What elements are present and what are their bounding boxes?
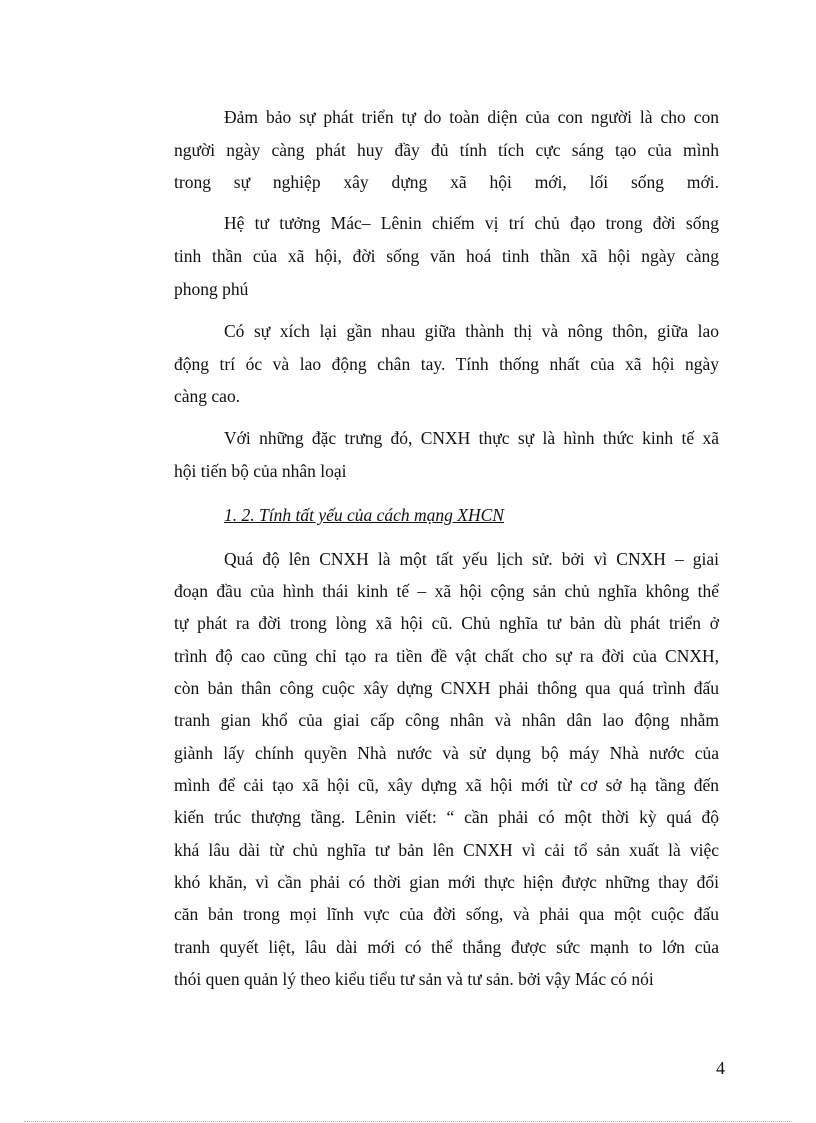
paragraph-4-line-2: hội tiến bộ của nhân loại xyxy=(174,461,347,481)
section-paragraph-line-13: tranh quyết liệt, lâu dài mới có thể thắng được sức mạnh to lớn của xyxy=(174,937,719,957)
paragraph-2-line-2: tinh thần của xã hội, đời sống văn hoá tinh thần xã hội ngày càng xyxy=(174,246,719,266)
section-paragraph-line-10: khá lâu dài từ chủ nghĩa tư bản lên CNXH vì cải tổ sản xuất là việc xyxy=(174,840,719,860)
section-paragraph-line-4: trình độ cao cũng chỉ tạo ra tiền đề vật chất cho sự ra đời của CNXH, xyxy=(174,646,719,666)
section-paragraph-line-11: khó khăn, vì cần phải có thời gian mới thực hiện được những thay đổi xyxy=(174,872,719,892)
section-paragraph-line-14: thói quen quản lý theo kiểu tiểu tư sản và tư sản. bởi vậy Mác có nói xyxy=(174,969,654,989)
section-paragraph-line-12: căn bản trong mọi lĩnh vực của đời sống, và phải qua một cuộc đấu xyxy=(174,904,719,924)
paragraph-4-line-1: Với những đặc trưng đó, CNXH thực sự là hình thức kinh tế xã xyxy=(224,428,719,448)
paragraph-1-line-3: trong sự nghiệp xây dựng xã hội mới, lối sống mới. xyxy=(174,172,719,192)
paragraph-1-line-1: Đảm bảo sự phát triển tự do toàn diện của con người là cho con xyxy=(224,107,719,127)
section-paragraph-line-7: giành lấy chính quyền Nhà nước và sử dụng bộ máy Nhà nước của xyxy=(174,743,719,763)
section-paragraph-line-6: tranh gian khổ của giai cấp công nhân và nhân dân lao động nhằm xyxy=(174,710,719,730)
paragraph-3-line-3: càng cao. xyxy=(174,386,241,406)
paragraph-3-line-2: động trí óc và lao động chân tay. Tính thống nhất của xã hội ngày xyxy=(174,354,719,374)
section-heading: 1. 2. Tính tất yếu của cách mạng XHCN xyxy=(224,505,504,525)
page-number: 4 xyxy=(716,1058,725,1078)
paragraph-1-line-2: người ngày càng phát huy đầy đủ tính tích cực sáng tạo của mình xyxy=(174,140,719,160)
section-paragraph-line-5: còn bản thân công cuộc xây dựng CNXH phải thông qua quá trình đấu xyxy=(174,678,719,698)
section-paragraph-line-1: Quá độ lên CNXH là một tất yếu lịch sử. bởi vì CNXH – giai xyxy=(224,549,719,569)
paragraph-3-line-1: Có sự xích lại gần nhau giữa thành thị và nông thôn, giữa lao xyxy=(224,321,719,341)
paragraph-2-line-1: Hệ tư tưởng Mác– Lênin chiếm vị trí chủ đạo trong đời sống xyxy=(224,213,719,233)
section-paragraph-line-9: kiến trúc thượng tầng. Lênin viết: “ cần phải có một thời kỳ quá độ xyxy=(174,807,719,827)
section-paragraph-line-2: đoạn đầu của hình thái kinh tế – xã hội cộng sản chủ nghĩa không thể xyxy=(174,581,719,601)
footer-divider xyxy=(24,1121,792,1122)
section-paragraph-line-3: tự phát ra đời trong lòng xã hội cũ. Chủ nghĩa tư bản dù phát triển ở xyxy=(174,613,719,633)
section-paragraph-line-8: mình để cải tạo xã hội cũ, xây dựng xã hội mới từ cơ sở hạ tầng đến xyxy=(174,775,719,795)
paragraph-2-line-3: phong phú xyxy=(174,279,249,299)
